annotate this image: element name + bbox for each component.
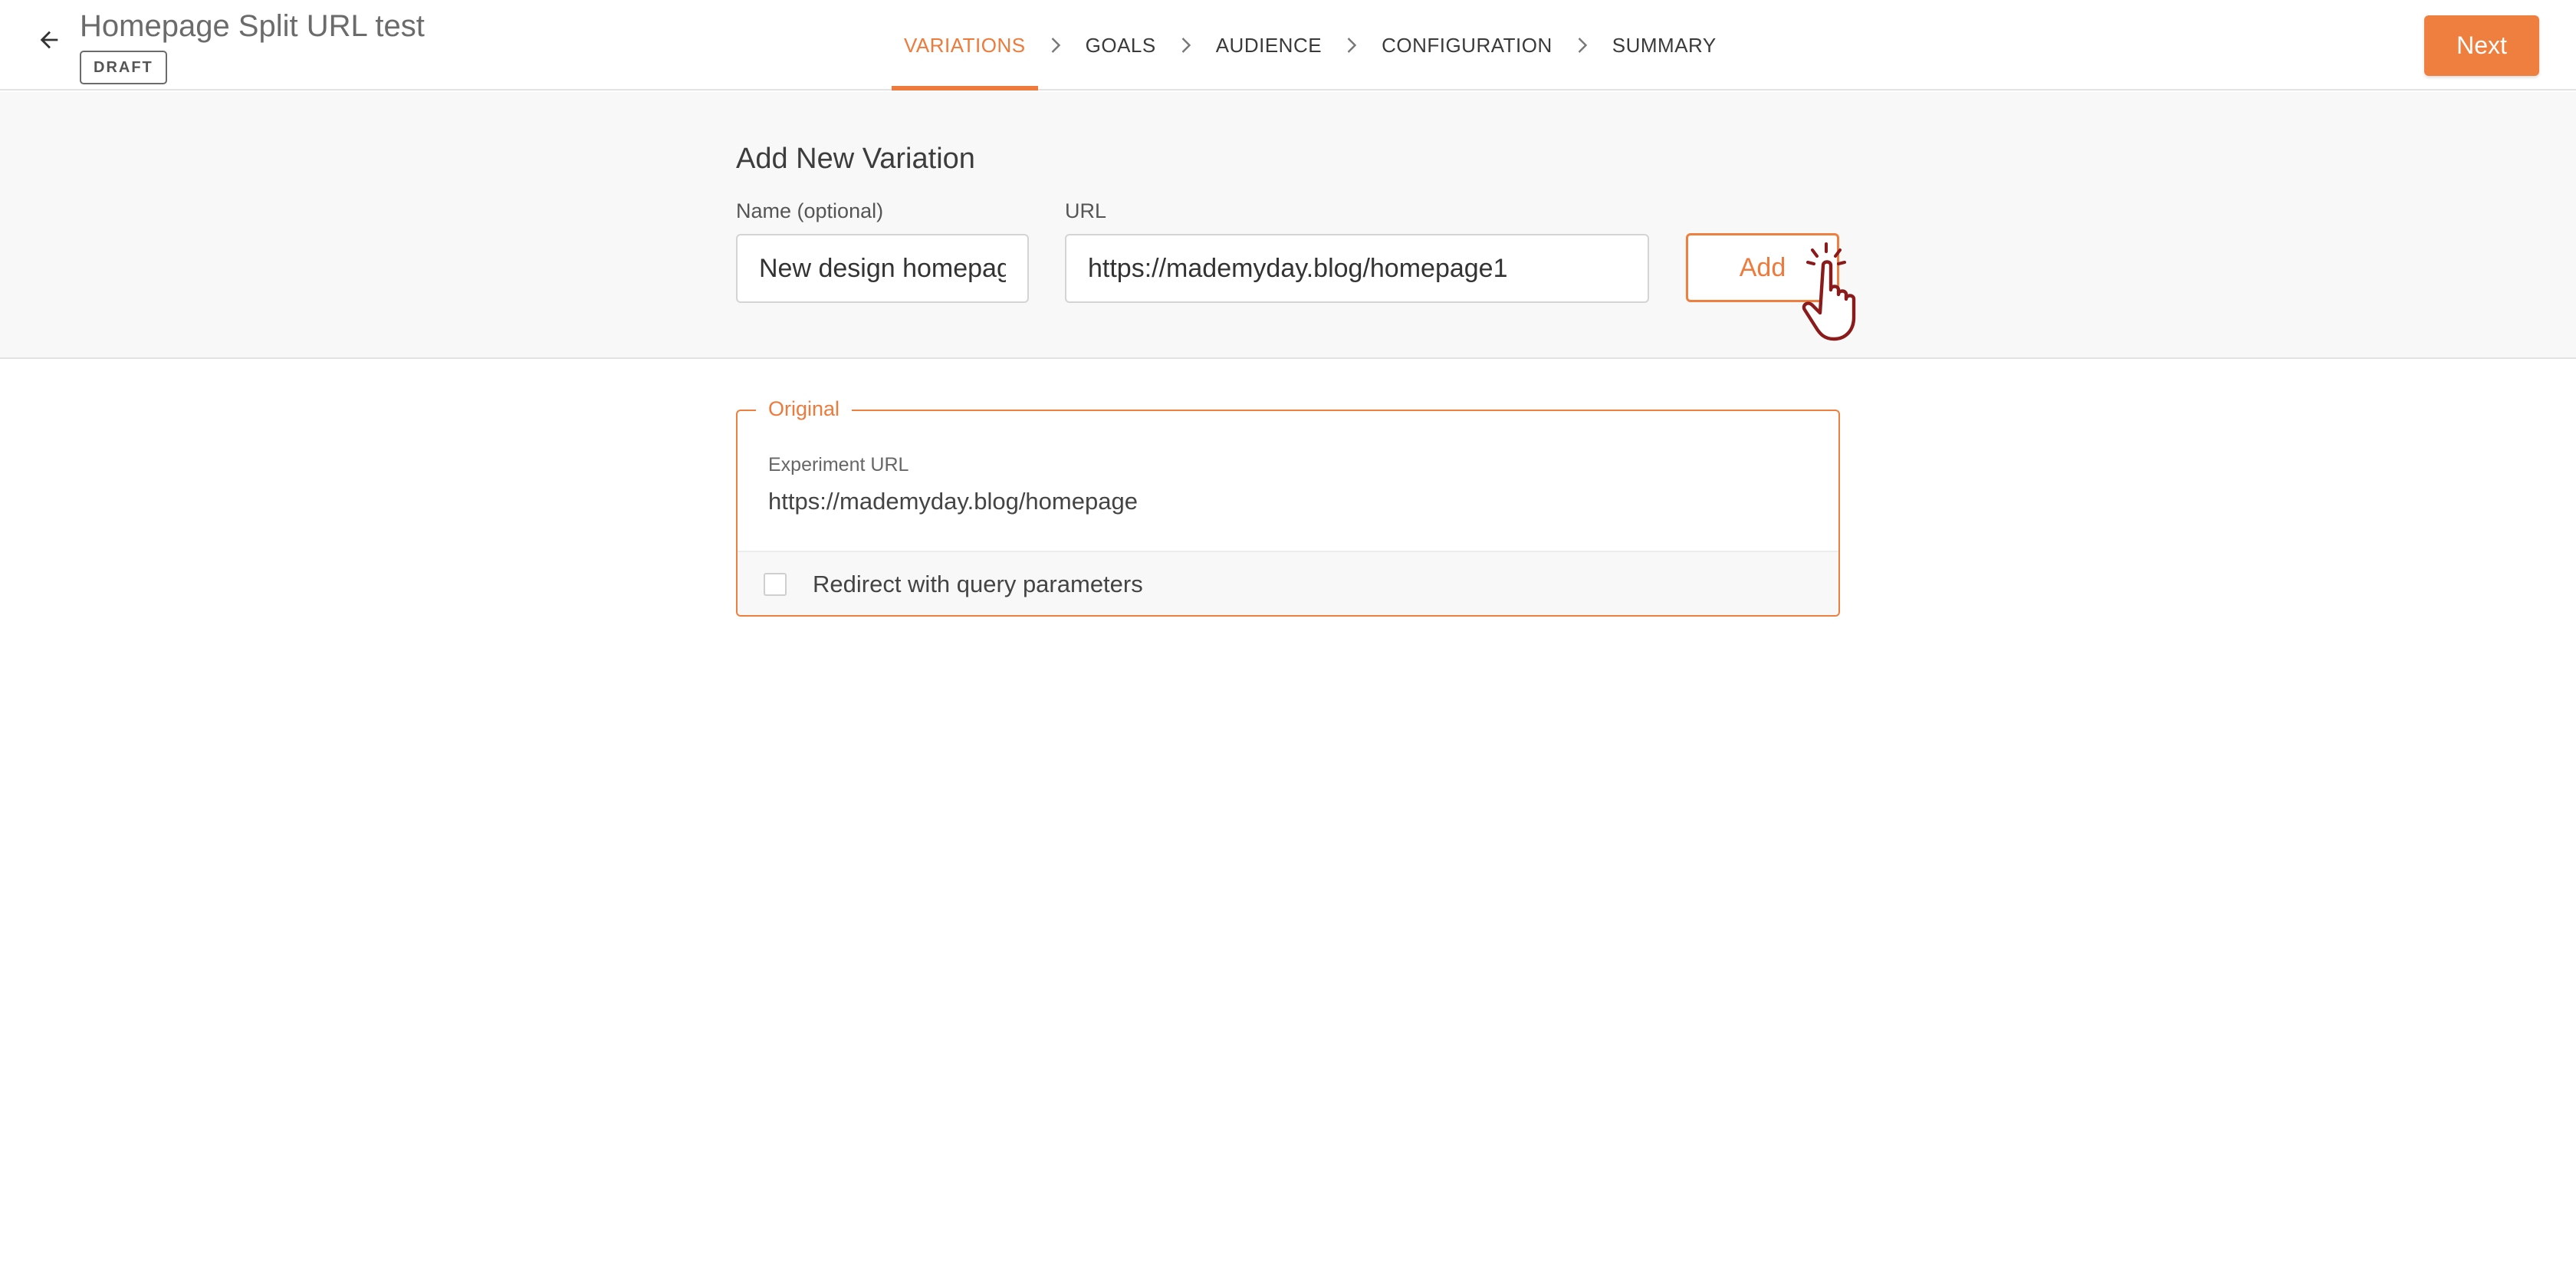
redirect-query-row — [738, 551, 1838, 615]
tab-configuration[interactable]: CONFIGURATION — [1382, 33, 1552, 57]
next-button[interactable]: Next — [2424, 15, 2539, 76]
experiment-url-label: Experiment URL — [768, 454, 909, 475]
url-field-label: URL — [1065, 199, 1107, 222]
tab-variations[interactable]: VARIATIONS — [892, 0, 1038, 90]
add-variation-title: Add New Variation — [736, 143, 975, 175]
variation-url-input[interactable] — [1065, 234, 1649, 303]
redirect-query-checkbox[interactable] — [764, 573, 787, 596]
original-legend: Original — [756, 397, 852, 421]
tab-audience[interactable]: AUDIENCE — [1215, 33, 1322, 57]
variation-name-input[interactable] — [736, 234, 1029, 303]
original-variation-card — [736, 397, 1840, 617]
top-bar — [0, 0, 2576, 90]
tab-goals[interactable]: GOALS — [1085, 33, 1156, 57]
back-arrow-icon[interactable] — [29, 20, 69, 60]
chevron-right-icon — [1038, 0, 1073, 90]
chevron-right-icon — [1168, 0, 1204, 90]
tab-summary[interactable]: SUMMARY — [1612, 33, 1717, 57]
step-navigation — [892, 0, 1729, 90]
add-variation-panel — [0, 92, 2576, 359]
redirect-query-label[interactable]: Redirect with query parameters — [813, 571, 1143, 597]
status-badge: DRAFT — [80, 51, 167, 84]
chevron-right-icon — [1334, 0, 1369, 90]
chevron-right-icon — [1565, 0, 1600, 90]
add-variation-button[interactable]: Add — [1686, 233, 1839, 302]
experiment-url-value: https://mademyday.blog/homepage — [768, 488, 1138, 515]
name-field-label: Name (optional) — [736, 199, 884, 222]
page-title: Homepage Split URL test — [80, 9, 425, 43]
